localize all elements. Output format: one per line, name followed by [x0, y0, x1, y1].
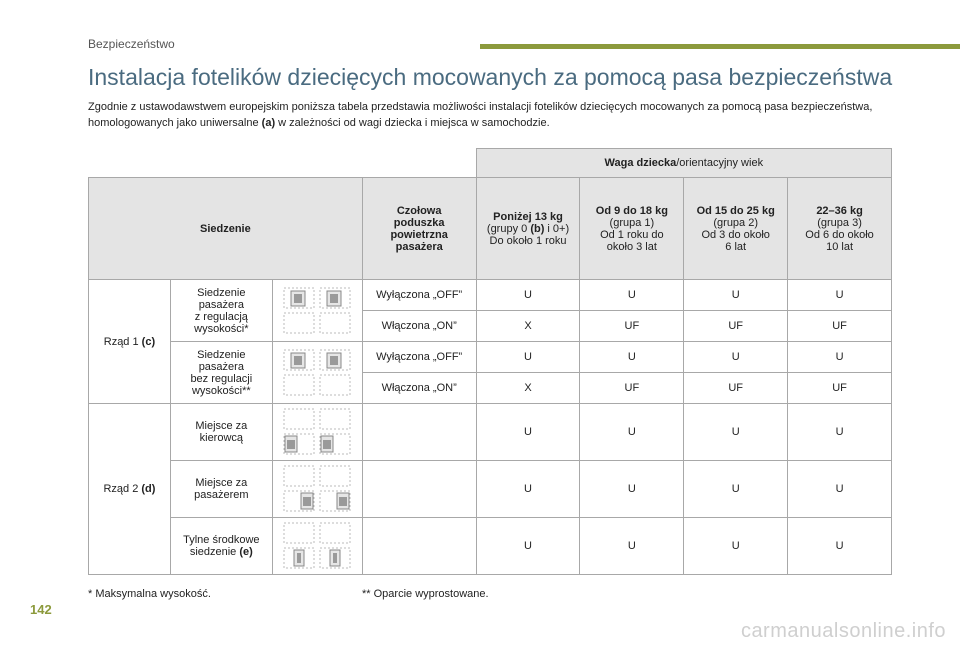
table-cell: U — [476, 280, 580, 311]
group-age: 6 lat — [725, 240, 747, 253]
weight-header-bold: Waga dziecka — [604, 157, 677, 169]
weight-header — [476, 149, 891, 178]
table-cell: X — [476, 373, 580, 404]
table-cell: U — [580, 342, 684, 373]
group-weight: Poniżej 13 kg — [493, 210, 563, 223]
seat-name: Miejsce za pasażerem — [170, 461, 272, 518]
table-cell: UF — [788, 373, 892, 404]
airbag-state: Wyłączona „OFF” — [362, 342, 476, 373]
table-cell: U — [788, 404, 892, 461]
page-number: 142 — [30, 602, 52, 617]
table-cell: X — [476, 311, 580, 342]
table-cell: U — [788, 280, 892, 311]
rear-right-seat-icon — [272, 461, 362, 518]
table-cell: U — [476, 461, 580, 518]
table-cell: UF — [580, 373, 684, 404]
row-1-label: Rząd 1 (c) — [89, 280, 171, 404]
table-cell: U — [476, 518, 580, 575]
airbag-header-line: pasażera — [395, 240, 443, 253]
footnote-backrest: ** Oparcie wyprostowane. — [362, 588, 489, 600]
table-cell: U — [684, 518, 788, 575]
group-age: około 3 lat — [606, 240, 657, 253]
airbag-state: Włączona „ON” — [362, 373, 476, 404]
row-2-label: Rząd 2 (d) — [89, 404, 171, 575]
front-passenger-seat-icon — [272, 342, 362, 404]
table-cell: U — [580, 280, 684, 311]
group-0-header — [476, 178, 580, 280]
intro-text: Zgodnie z ustawodawstwem europejskim poniższa tabela przedstawia możliwości instalacji fotelików dziecięcych mocowanych za pomocą pasa bezpieczeństwa, homologowanych jako uniwersalne — [88, 101, 873, 129]
rear-center-seat-icon — [272, 518, 362, 575]
group-age: 10 lat — [826, 240, 854, 253]
table-cell: UF — [580, 311, 684, 342]
group-weight: 22–36 kg — [816, 204, 863, 217]
group-age: Od 3 do około — [701, 228, 770, 241]
table-cell: U — [684, 404, 788, 461]
rear-left-seat-icon — [272, 404, 362, 461]
table-cell: U — [684, 461, 788, 518]
seat-name: Siedzenie pasażera bez regulacji wysokości** — [170, 342, 272, 404]
group-1-header — [580, 178, 684, 280]
child-seat-table — [88, 148, 892, 575]
footnote-max-height: * Maksymalna wysokość. — [88, 588, 211, 600]
airbag-header — [362, 178, 476, 280]
section-rule — [480, 44, 960, 49]
group-3-header — [788, 178, 892, 280]
group-label: (grupa 2) — [713, 216, 759, 229]
airbag-header-line: Czołowa — [396, 204, 442, 217]
table-cell: U — [788, 342, 892, 373]
intro-ref-a: (a) — [261, 117, 276, 129]
front-passenger-seat-icon — [272, 280, 362, 342]
seat-name: Tylne środkowe siedzenie (e) — [170, 518, 272, 575]
page-title: Instalacja fotelików dziecięcych mocowanych za pomocą pasa bezpieczeństwa — [88, 64, 893, 90]
table-cell: U — [788, 518, 892, 575]
table-cell: U — [580, 404, 684, 461]
group-age: Od 1 roku do — [600, 228, 664, 241]
table-cell: U — [580, 518, 684, 575]
group-weight: Od 9 do 18 kg — [595, 204, 668, 217]
table-cell: UF — [788, 311, 892, 342]
airbag-header-line: powietrzna — [390, 228, 448, 241]
seat-name: Miejsce za kierowcą — [170, 404, 272, 461]
group-weight: Od 15 do 25 kg — [696, 204, 775, 217]
table-cell: UF — [684, 311, 788, 342]
table-cell: U — [684, 342, 788, 373]
table-cell: UF — [684, 373, 788, 404]
seat-name: Siedzenie pasażera z regulacją wysokości* — [170, 280, 272, 342]
table-cell: U — [476, 404, 580, 461]
group-age: Od 6 do około — [805, 228, 874, 241]
seat-header: Siedzenie — [89, 178, 363, 280]
airbag-header-line: poduszka — [393, 216, 445, 229]
table-cell: U — [476, 342, 580, 373]
table-cell: U — [684, 280, 788, 311]
group-label: (grupa 1) — [609, 216, 655, 229]
airbag-state: Wyłączona „OFF” — [362, 280, 476, 311]
table-cell: U — [580, 461, 684, 518]
section-label: Bezpieczeństwo — [88, 37, 175, 51]
group-2-header — [684, 178, 788, 280]
intro-text-end: w zależności od wagi dziecka i miejsca w samochodzie. — [275, 117, 550, 129]
group-age: Do około 1 roku — [489, 234, 567, 247]
watermark: carmanualsonline.info — [740, 620, 946, 642]
group-label: (grupy 0 (b) i 0+) — [486, 222, 570, 235]
intro-paragraph — [88, 99, 878, 131]
table-cell: U — [788, 461, 892, 518]
airbag-state: Włączona „ON” — [362, 311, 476, 342]
weight-header-rest: /orientacyjny wiek — [676, 157, 764, 169]
group-label: (grupa 3) — [817, 216, 862, 229]
